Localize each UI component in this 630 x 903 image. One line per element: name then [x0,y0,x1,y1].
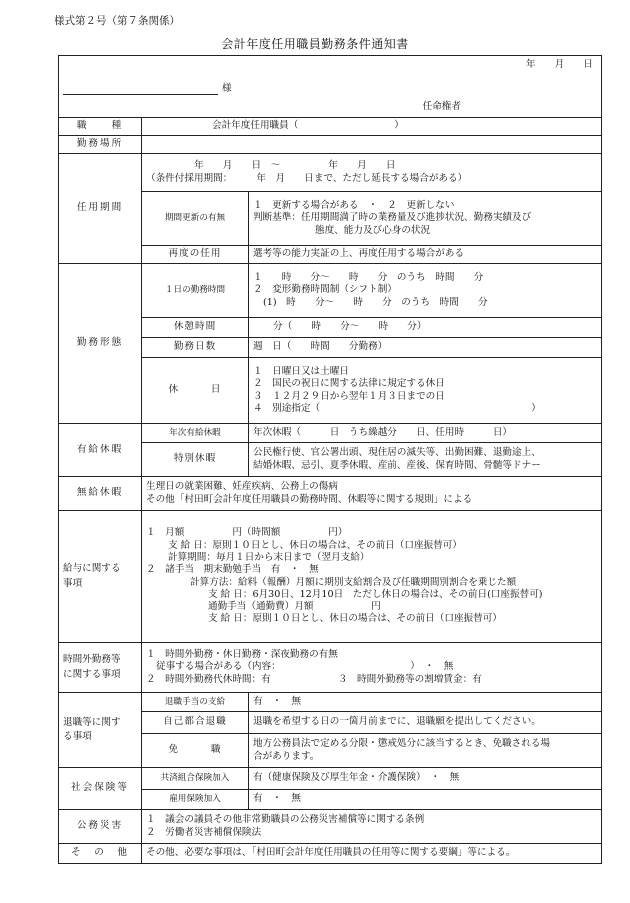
employment-insurance-label: 雇用保険加入 [142,790,249,810]
retirement-label-line1: 退職等に関す [63,716,121,728]
renewal-line3: 態度、能力及び心身の状況 [315,224,431,236]
voluntary-retirement-label: 自己都合退職 [142,712,249,734]
salary-line5: 計算方法：給料（報酬）月額に期別支給割合及び任職期間別割合を乗じた額 [190,576,517,588]
renewal-line2: 判断基準：任用期間満了時の業務量及び進捗状況、勤務実績及び [253,212,532,224]
renewal-line1: １ 更新する場合がある ・ ２ 更新しない [253,200,455,212]
break-label: 休憩時間 [142,318,249,338]
addressee-name-line [63,81,218,95]
retirement-allowance-label: 退職手当の支給 [142,693,249,712]
special-leave-label: 特別休暇 [142,443,249,477]
holiday-line3: ３ １２月２９日から翌年１月３日までの日 [253,390,445,402]
salary-line1: １ 月額 円（時間額 円） [146,527,348,539]
retirement-allowance-value: 有 ・ 無 [249,693,602,712]
term-dates-line2: （条件付採用期間： 年 月 日まで、ただし延長する場合がある） [146,172,468,184]
appointing-authority: 任命権者 [422,101,461,113]
accident-line2: ２ 労働者災害補償保険法 [146,826,262,838]
unpaid-leave-line2: その他「村田町会計年度任用職員の勤務時間、休暇等に関する規則」による [146,493,473,505]
dismissal-value [249,734,602,768]
hours-value [249,264,602,318]
paid-leave-label: 有給休暇 [59,424,142,477]
other-value: その他、必要な事項は、「村田町会計年度任用職員の任用等に関する要綱」等による。 [142,844,602,864]
other-row [59,844,602,864]
retirement-label [59,693,142,768]
job-type-value: 会計年度任用職員（ ） [142,118,602,136]
job-type-label: 職 種 [59,118,142,136]
overtime-line2: 従事する場合がある（内容： ） ・ 無 [156,661,454,673]
holiday-line4: ４ 別途指定（ ） [253,402,541,414]
salary-line7: 通勤手当（通勤費）月額 円 [208,601,381,613]
workplace-label: 勤務場所 [59,136,142,154]
dismissal-label: 免 職 [142,734,249,768]
insurance-label: 社会保険等 [59,768,142,810]
unpaid-leave-line1: 生理日の就業困難、妊産疾病、公務上の傷病 [146,481,338,493]
salary-value [142,511,602,643]
term-row-dates [59,154,602,192]
work-row-hours [59,264,602,318]
salary-line4: ２ 諸手当 期末勤勉手当 有 ・ 無 [146,564,319,576]
salary-line2: 支 給 日：原則１０日とし、休日の場合は、その前日（口座振替可） [168,539,462,551]
hours-label: １日の勤務時間 [142,264,249,318]
employment-insurance-value: 有 ・ 無 [249,790,602,810]
unpaid-leave-value [142,477,602,511]
renewal-value [249,192,602,246]
holiday-label: 休 日 [142,358,249,424]
annual-leave-value: 年次休暇（ 日 うち繰越分 日、任用時 日） [249,424,602,443]
accident-row [59,810,602,844]
overtime-label-line1: 時間外勤務等 [63,654,121,666]
accident-label: 公務災害 [59,810,142,844]
special-leave-line1: 公民権行使、官公署出頭、現住居の滅失等、出勤困難、退勤途上、 [253,447,541,459]
special-leave-line2: 結婚休暇、忌引、夏季休暇、産前、産後、保育時間、骨髄等ドナー [253,459,541,471]
addressee-honorific: 様 [222,83,232,94]
term-dates-line1: 年 月 日 ～ 年 月 日 [194,160,396,172]
break-value: 分（ 時 分～ 時 分） [249,318,602,338]
salary-row [59,511,602,643]
days-value: 週 日（ 時間 分勤務） [249,338,602,358]
dismissal-line1: 地方公務員法で定める分限・懲戒処分に該当するとき、免職される場 [253,738,551,750]
salary-label-line2: 事項 [63,577,83,589]
reappoint-value: 選考等の能力実証の上、再度任用する場合がある [249,246,602,264]
header-row [59,56,602,118]
renewal-label: 期間更新の有無 [142,192,249,246]
term-label: 任用期間 [59,154,142,264]
other-label: そ の 他 [59,844,142,864]
mutual-aid-label: 共済組合保険加入 [142,768,249,790]
insurance-row-mutual [59,768,602,790]
unpaid-leave-label: 無給休暇 [59,477,142,511]
mutual-aid-value: 有（健康保険及び厚生年金・介護保険） ・ 無 [249,768,602,790]
overtime-label [59,643,142,693]
addressee [63,73,597,95]
retirement-row-allowance [59,693,602,712]
workplace-value [142,136,602,154]
overtime-label-line2: に関する事項 [63,668,121,680]
paid-leave-row-annual [59,424,602,443]
salary-line6: 支 給 日：6月30日、12月10日 ただし休日の場合は、その前日(口座振替可) [208,588,543,600]
accident-line1: １ 議会の議員その他非常勤職員の公務災害補償等に関する条例 [146,814,425,826]
work-label: 勤務形態 [59,264,142,424]
holiday-line2: ２ 国民の祝日に関する法律に規定する休日 [253,378,445,390]
days-label: 勤務日数 [142,338,249,358]
term-dates [142,154,602,192]
workplace-row [59,136,602,154]
annual-leave-label: 年次有給休暇 [142,424,249,443]
job-type-row [59,118,602,136]
overtime-line3: ２ 時間外勤務代休時間：有 ３ 時間外勤務等の割増賃金：有 [146,673,482,685]
salary-label-line1: 給与に関する [63,563,121,575]
form-number: 様式第２号（第７条関係） [54,15,180,27]
hours-line1: １ 時 分～ 時 分 のうち 時間 分 [253,272,484,284]
salary-line3: 計算期間：毎月１日から末日まで（翌月支給） [168,551,370,563]
accident-value [142,810,602,844]
voluntary-retirement-value: 退職を希望する日の一箇月前までに、退職願を提出してください。 [249,712,602,734]
retirement-label-line2: る事項 [63,731,92,742]
dismissal-line2: 合があります。 [253,750,320,762]
salary-line8: 支 給 日：原則１０日とし、休日の場合は、その前日（口座振替可） [208,613,502,625]
holiday-value [249,358,602,424]
salary-label [59,511,142,643]
notice-date: 年 月 日 [525,59,593,70]
overtime-row [59,643,602,693]
document-title: 会計年度任用職員勤務条件通知書 [221,37,409,51]
holiday-line1: １ 日曜日又は土曜日 [253,365,349,377]
unpaid-leave-row [59,477,602,511]
hours-line2: ２ 変形勤務時間制（シフト制） [253,284,397,296]
reappoint-label: 再度の任用 [142,246,249,264]
overtime-line1: １ 時間外勤務・休日勤務・深夜勤務の有無 [146,649,338,661]
hours-line3: (1) 時 分～ 時 分 のうち 時間 分 [263,296,488,308]
overtime-value [142,643,602,693]
conditions-table [58,55,602,864]
special-leave-value [249,443,602,477]
